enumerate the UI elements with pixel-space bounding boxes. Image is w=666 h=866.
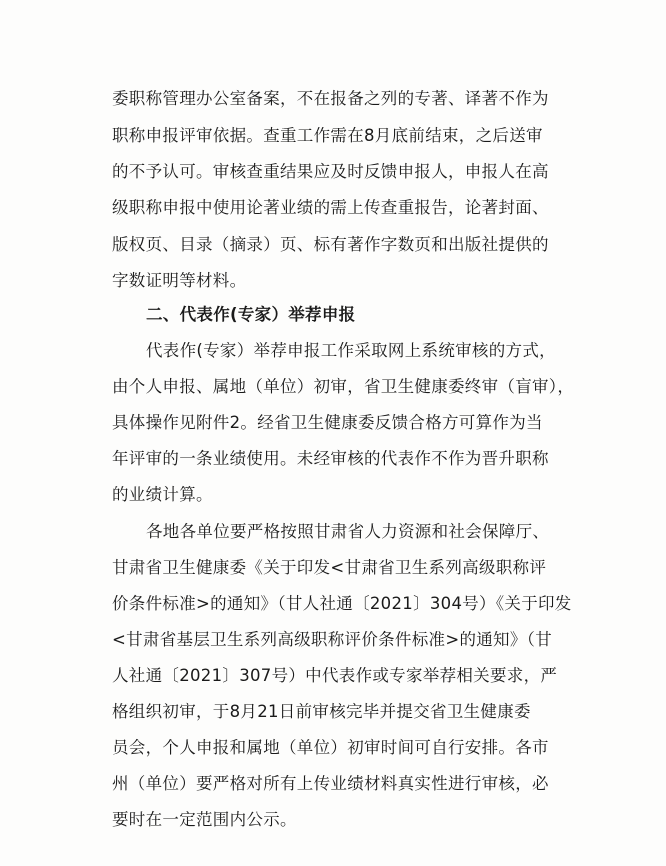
text-line: <甘肃省基层卫生系列高级职称评价条件标准>的通知》（甘 (112, 630, 553, 649)
text-line: 由个人申报、属地（单位）初审，省卫生健康委终审（盲审）， (112, 377, 575, 396)
text-line: 委职称管理办公室备案，不在报备之列的专著、译著不作为 (112, 89, 549, 108)
text-line: 的业绩计算。 (112, 485, 213, 504)
text-line: 要时在一定范围内公示。 (112, 810, 297, 829)
section-heading: 二、代表作(专家）举荐申报 (146, 305, 356, 324)
text-line: 字数证明等材料。 (112, 271, 247, 290)
text-line: 员会，个人申报和属地（单位）初审时间可自行安排。各市 (112, 738, 549, 757)
text-line: 代表作(专家）举荐申报工作采取网上系统审核的方式， (146, 341, 556, 360)
text-line: 格组织初审，于8月21日前审核完毕并提交省卫生健康委 (112, 702, 531, 721)
text-line: 年评审的一条业绩使用。未经审核的代表作不作为晋升职称 (112, 449, 549, 468)
text-line: 版权页、目录（摘录）页、标有著作字数页和出版社提供的 (112, 235, 549, 254)
text-line: 州（单位）要严格对所有上传业绩材料真实性进行审核，必 (112, 774, 549, 793)
text-line: 具体操作见附件2。经省卫生健康委反馈合格方可算作为当 (112, 413, 543, 432)
text-line: 价条件标准>的通知》（甘人社通〔2021〕304号）《关于印发 (112, 594, 572, 613)
text-line: 甘肃省卫生健康委《关于印发<甘肃省卫生系列高级职称评 (112, 558, 547, 577)
text-line: 的不予认可。审核查重结果应及时反馈申报人，申报人在高 (112, 162, 549, 181)
text-line: 职称申报评审依据。查重工作需在8月底前结束，之后送审 (112, 126, 543, 145)
text-line: 级职称申报中使用论著业绩的需上传查重报告，论著封面、 (112, 198, 549, 217)
text-line: 各地各单位要严格按照甘肃省人力资源和社会保障厅、 (146, 522, 550, 541)
text-line: 人社通〔2021〕307号）中代表作或专家举荐相关要求，严 (112, 666, 558, 685)
